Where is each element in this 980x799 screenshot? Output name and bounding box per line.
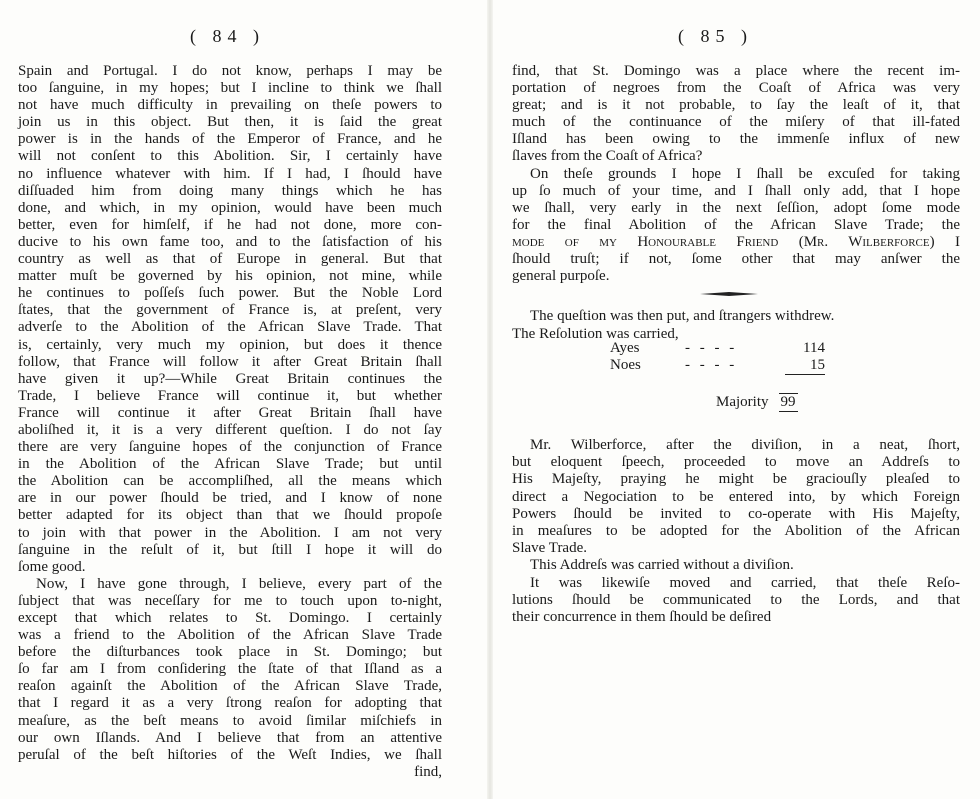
text-line: The queſtion was then put, and ſtrangers withdrew. bbox=[530, 308, 835, 324]
text-line: better adapted for its object than that we ſhould propoſe bbox=[18, 507, 442, 524]
text-line: he continues to poſſeſs ſuch power. But the Noble Lord bbox=[18, 285, 442, 302]
text-line: adverſe to the Abolition of the African Slave Trade. That bbox=[18, 319, 442, 336]
right-page-body bbox=[512, 63, 960, 285]
section-rule bbox=[700, 292, 758, 296]
page-number-left: ( 84 ) bbox=[190, 26, 265, 46]
text-line: country as well as that of Europe in general. But that bbox=[18, 251, 442, 268]
text-line: This Addreſs was carried without a diviſion. bbox=[530, 557, 794, 574]
text-line: but eloquent ſpeech, proceeded to move an Addreſs to bbox=[512, 454, 960, 471]
text-line: Now, I have gone through, I believe, every part of the bbox=[36, 575, 442, 592]
text-line: meaſure, as the beſt means to avoid ſimilar miſchiefs in bbox=[18, 712, 442, 729]
text-line: It was likewiſe moved and carried, that theſe Reſo- bbox=[530, 574, 960, 591]
text-line: have given it up?—While Great Britain continues the bbox=[18, 370, 442, 387]
tally-dashes: - - - - bbox=[685, 340, 738, 356]
text-line: ſhould truſt; if not, ſome other that may anſwer the bbox=[512, 251, 960, 268]
tally-row-noes bbox=[610, 357, 825, 375]
text-line: was a friend to the Abolition of the African Slave Trade bbox=[18, 627, 442, 644]
text-line: our own Iſlands. And I believe that from an attentive bbox=[18, 729, 442, 746]
majority-label: Majority bbox=[716, 394, 769, 410]
text-line: in meaſures to be adopted for the Abolition of the African bbox=[512, 523, 960, 540]
text-line: for the final Abolition of the African Slave Trade; the bbox=[512, 216, 960, 233]
vote-tally bbox=[610, 340, 825, 375]
text-line: that I regard it as a very ſtrong reaſon for adopting that bbox=[18, 695, 442, 712]
text-line: direct a Negociation to be entered into, by which Foreign bbox=[512, 488, 960, 505]
text-line: to join with that power in the Abolition. I am not very bbox=[18, 524, 442, 541]
text-line: ſome good. bbox=[18, 558, 86, 575]
text-line: are in our power ſhould be tried, and I know of none bbox=[18, 490, 442, 507]
tally-dashes: - - - - bbox=[685, 357, 738, 373]
text-line: in the Abolition of the African Slave Trade; but until bbox=[18, 456, 442, 473]
text-line: ſanguine in the reſult of it, but ſtill I hope it will do bbox=[18, 541, 442, 558]
tally-label: Ayes bbox=[610, 340, 640, 356]
text-line: except that which relates to St. Domingo. I certainly bbox=[18, 610, 442, 626]
text-line: done, and which, in my opinion, would have been much bbox=[18, 199, 442, 216]
majority-value: 99 bbox=[780, 394, 796, 410]
text-line: there are very ſanguine hopes of the conjunction of France bbox=[18, 439, 442, 456]
text-line: their concurrence in them ſhould be deſired bbox=[512, 609, 772, 626]
text-line: Spain and Portugal. I do not know, perhaps I may be bbox=[18, 63, 442, 79]
text-line: not have much difficulty in prevailing on theſe powers to bbox=[18, 97, 442, 114]
text-line: matter muſt be governed by his opinion, not mine, while bbox=[18, 268, 442, 285]
text-line: ſubject that was neceſſary for me to touch upon to-night, bbox=[18, 592, 442, 609]
text-line: is, certainly, very much my opinion, but does it thence bbox=[18, 336, 442, 353]
text-line: Slave Trade. bbox=[512, 540, 587, 557]
vote-statement bbox=[512, 308, 960, 343]
text-line: no influence whatever with him. If I had, I ſhould have bbox=[18, 165, 442, 182]
text-line: ducive to his own fame too, and to the ſatisfaction of his bbox=[18, 233, 442, 250]
text-line: will not conſent to this Abolition. Sir, I certainly have bbox=[18, 148, 442, 165]
text-line: diſſuaded him from doing many things which he has bbox=[18, 182, 442, 199]
text-line: join us in this object. But then, it is ſaid the great bbox=[18, 114, 442, 131]
left-page-body bbox=[18, 63, 442, 781]
text-line: up ſo much of your time, and I ſhall only add, that I hope bbox=[512, 182, 960, 199]
majority-row bbox=[716, 394, 798, 413]
text-line: power is in the hands of the Emperor of France, and he bbox=[18, 131, 442, 148]
tally-row-ayes bbox=[610, 340, 825, 357]
closing-text bbox=[512, 437, 960, 626]
text-line: general purpoſe. bbox=[512, 268, 610, 285]
text-line: Mr. Wilberforce, after the diviſion, in a neat, ſhort, bbox=[530, 437, 960, 453]
page-number-right: ( 85 ) bbox=[678, 26, 753, 46]
text-line: find, that St. Domingo was a place where the recent im- bbox=[512, 63, 960, 79]
text-line: follow, that France will follow it after Great Britain ſhall bbox=[18, 353, 442, 370]
catchword: find, bbox=[414, 763, 442, 780]
text-line: too ſanguine, in my hopes; but I incline to think we ſhall bbox=[18, 80, 442, 97]
text-line: mode of my Honourable Friend (Mr. Wilberforce) I bbox=[512, 233, 960, 250]
text-line: ſo far am I from conſidering the ſtate of that Iſland as a bbox=[18, 661, 442, 678]
text-line: much of the continuance of the miſery of that ill-fated bbox=[512, 114, 960, 131]
tally-value: 114 bbox=[803, 340, 825, 356]
text-line: reaſon againſt the Abolition of the African Slave Trade, bbox=[18, 678, 442, 695]
text-line: Iſland has been owing to the immenſe influx of new bbox=[512, 131, 960, 148]
text-line: On theſe grounds I hope I ſhall be excuſed for taking bbox=[530, 165, 960, 182]
text-line: the Abolition can be accompliſhed, all the means which bbox=[18, 473, 442, 490]
text-line: ſlaves from the Coaſt of Africa? bbox=[512, 148, 703, 165]
text-line: before the diſturbances took place in St. Domingo; but bbox=[18, 644, 442, 661]
text-line: peruſal of the beſt hiſtories of the Weſt Indies, we ſhall bbox=[18, 746, 442, 763]
text-line: His Majeſty, praying he might be graciouſly pleaſed to bbox=[512, 471, 960, 488]
text-line: better, even for himſelf, if he had not done, more con- bbox=[18, 216, 442, 233]
text-line: The Reſolution was carried, bbox=[512, 325, 679, 342]
text-line: France will continue it after Great Britain ſhall have bbox=[18, 404, 442, 421]
right-page bbox=[490, 0, 980, 799]
text-line: ſtates, that the government of France is, at preſent, very bbox=[18, 302, 442, 319]
text-line: lutions ſhould be communicated to the Lords, and that bbox=[512, 591, 960, 608]
text-line: great; and is it not probable, to ſay the leaſt of it, that bbox=[512, 97, 960, 114]
text-line: portation of negroes from the Coaſt of Africa was very bbox=[512, 80, 960, 97]
tally-label: Noes bbox=[610, 357, 641, 373]
tally-value: 15 bbox=[785, 357, 825, 375]
text-line: Trade, I believe France will continue it, but whether bbox=[18, 387, 442, 404]
text-line: aboliſhed it, it is a very different queſtion. I do not ſay bbox=[18, 421, 442, 438]
text-line: we ſhall, very early in the next ſeſſion, adopt ſome mode bbox=[512, 199, 960, 216]
text-line: Powers ſhould be invited to co-operate with His Majeſty, bbox=[512, 505, 960, 522]
